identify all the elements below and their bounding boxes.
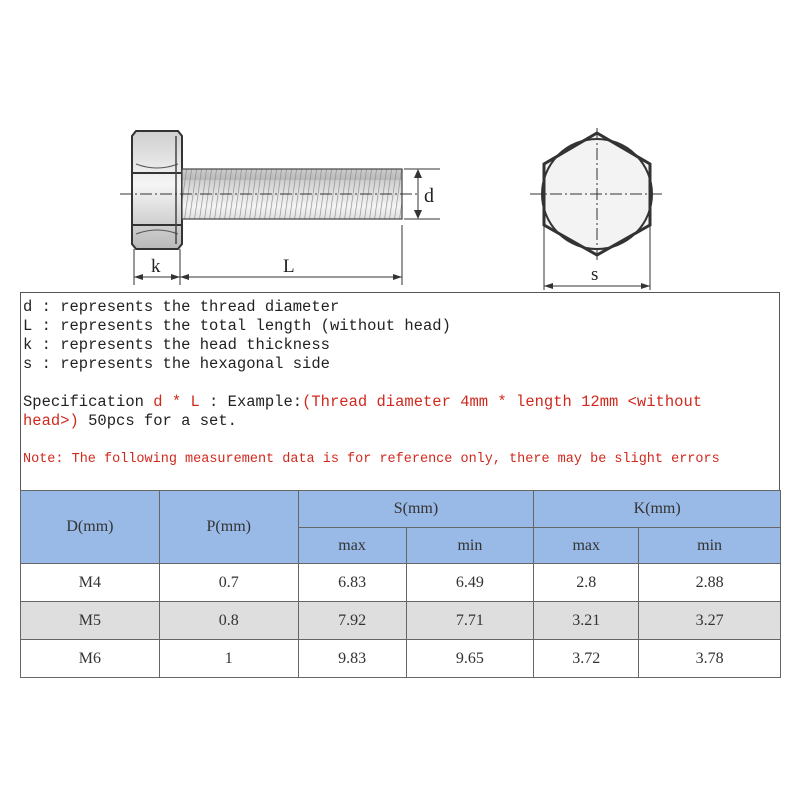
header-s-min: min xyxy=(406,528,534,564)
spec-mid: : Example: xyxy=(199,393,303,411)
cell-s-max: 9.83 xyxy=(298,640,406,678)
cell-d: M5 xyxy=(21,602,160,640)
dim-l-label: L xyxy=(283,256,295,277)
header-d: D(mm) xyxy=(21,491,160,564)
spec-prefix: Specification xyxy=(23,393,154,411)
cell-p: 0.7 xyxy=(159,564,298,602)
measurement-warning: Note: The following measurement data is for reference only, there may be slight errors xyxy=(23,452,720,467)
header-s-max: max xyxy=(298,528,406,564)
note-s: s : represents the hexagonal side xyxy=(23,355,330,373)
cell-s-max: 6.83 xyxy=(298,564,406,602)
cell-k-max: 3.21 xyxy=(534,602,639,640)
dim-d-label: d xyxy=(424,185,434,207)
spec-formula: d * L xyxy=(153,393,200,411)
note-l: L : represents the total length (without head) xyxy=(23,317,451,335)
cell-p: 0.8 xyxy=(159,602,298,640)
spec-suffix: 50pcs for a set. xyxy=(78,412,237,430)
cell-d: M6 xyxy=(21,640,160,678)
bolt-diagram xyxy=(0,0,800,290)
header-k: K(mm) xyxy=(534,491,781,528)
note-k: k : represents the head thickness xyxy=(23,336,330,354)
cell-s-min: 6.49 xyxy=(406,564,534,602)
table-row xyxy=(21,564,781,602)
specification-text xyxy=(23,393,763,431)
cell-p: 1 xyxy=(159,640,298,678)
cell-s-min: 9.65 xyxy=(406,640,534,678)
table-row xyxy=(21,640,781,678)
cell-k-min: 3.78 xyxy=(639,640,781,678)
header-k-max: max xyxy=(534,528,639,564)
cell-k-max: 2.8 xyxy=(534,564,639,602)
note-d: d : represents the thread diameter xyxy=(23,298,340,316)
spec-example: (Thread diameter 4mm * length 12mm <without head>) xyxy=(23,393,712,430)
dim-s-label: s xyxy=(591,264,599,285)
cell-k-min: 2.88 xyxy=(639,564,781,602)
header-s: S(mm) xyxy=(298,491,534,528)
dim-k-label: k xyxy=(151,256,161,277)
bolt-end-view xyxy=(530,128,664,290)
cell-k-max: 3.72 xyxy=(534,640,639,678)
notes-panel xyxy=(20,292,780,490)
cell-d: M4 xyxy=(21,564,160,602)
bolt-side-view xyxy=(120,131,440,285)
header-k-min: min xyxy=(639,528,781,564)
cell-s-max: 7.92 xyxy=(298,602,406,640)
cell-k-min: 3.27 xyxy=(639,602,781,640)
size-table xyxy=(20,490,781,678)
table-row xyxy=(21,602,781,640)
header-p: P(mm) xyxy=(159,491,298,564)
cell-s-min: 7.71 xyxy=(406,602,534,640)
